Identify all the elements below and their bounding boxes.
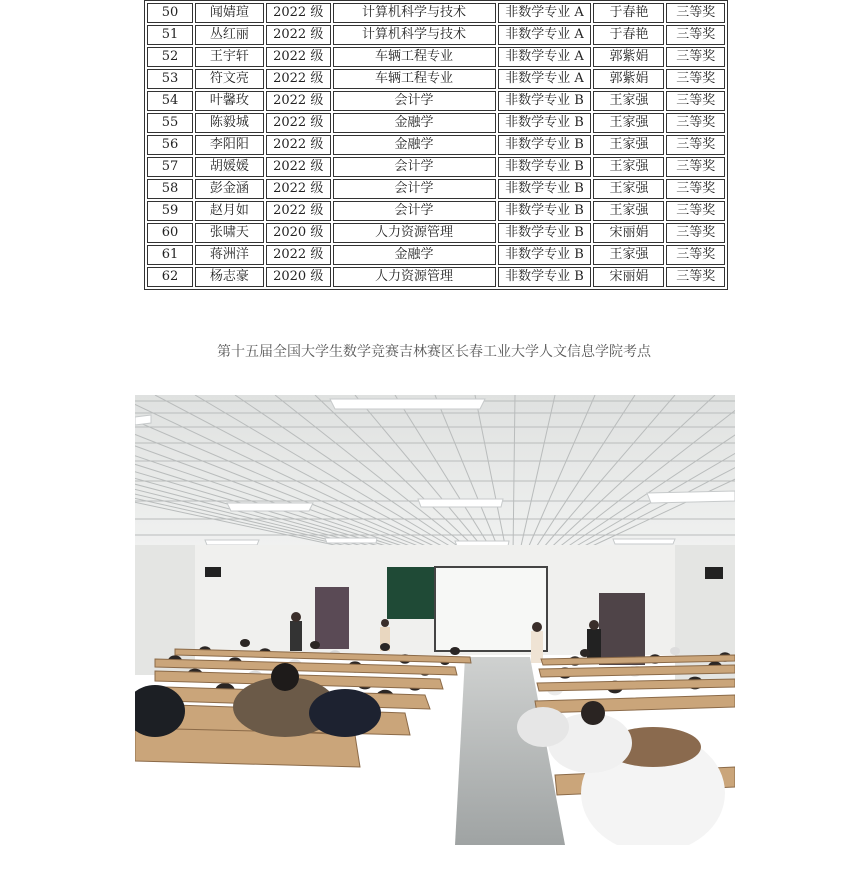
cell-grade: 2022 级 xyxy=(266,179,331,199)
cell-name: 陈毅城 xyxy=(195,113,264,133)
cell-category: 非数学专业 B xyxy=(498,113,592,133)
cell-name: 王宇轩 xyxy=(195,47,264,67)
cell-no: 62 xyxy=(147,267,193,287)
results-table-body xyxy=(147,3,725,287)
cell-major: 金融学 xyxy=(333,245,496,265)
cell-category: 非数学专业 A xyxy=(498,25,592,45)
cell-award: 三等奖 xyxy=(666,135,725,155)
cell-category: 非数学专业 A xyxy=(498,47,592,67)
cell-name: 杨志豪 xyxy=(195,267,264,287)
cell-major: 车辆工程专业 xyxy=(333,47,496,67)
cell-category: 非数学专业 B xyxy=(498,135,592,155)
cell-major: 车辆工程专业 xyxy=(333,69,496,89)
cell-major: 会计学 xyxy=(333,201,496,221)
cell-grade: 2022 级 xyxy=(266,69,331,89)
cell-category: 非数学专业 A xyxy=(498,3,592,23)
cell-advisor: 王家强 xyxy=(593,113,664,133)
cell-name: 闻婧瑄 xyxy=(195,3,264,23)
table-row xyxy=(147,91,725,111)
cell-advisor: 于春艳 xyxy=(593,3,664,23)
cell-award: 三等奖 xyxy=(666,47,725,67)
cell-advisor: 王家强 xyxy=(593,157,664,177)
cell-award: 三等奖 xyxy=(666,69,725,89)
cell-advisor: 宋丽娟 xyxy=(593,267,664,287)
cell-category: 非数学专业 B xyxy=(498,201,592,221)
table-row xyxy=(147,157,725,177)
table-row xyxy=(147,201,725,221)
cell-name: 赵月如 xyxy=(195,201,264,221)
cell-major: 金融学 xyxy=(333,113,496,133)
cell-major: 人力资源管理 xyxy=(333,223,496,243)
cell-advisor: 王家强 xyxy=(593,179,664,199)
cell-grade: 2022 级 xyxy=(266,91,331,111)
cell-no: 50 xyxy=(147,3,193,23)
table-row xyxy=(147,135,725,155)
cell-advisor: 王家强 xyxy=(593,245,664,265)
cell-grade: 2022 级 xyxy=(266,3,331,23)
table-row xyxy=(147,223,725,243)
cell-advisor: 郭紫娟 xyxy=(593,47,664,67)
cell-award: 三等奖 xyxy=(666,3,725,23)
cell-grade: 2022 级 xyxy=(266,135,331,155)
cell-no: 61 xyxy=(147,245,193,265)
cell-grade: 2022 级 xyxy=(266,47,331,67)
cell-category: 非数学专业 B xyxy=(498,245,592,265)
speaker-left xyxy=(205,567,221,577)
right-door xyxy=(599,593,645,665)
cell-category: 非数学专业 B xyxy=(498,223,592,243)
cell-no: 54 xyxy=(147,91,193,111)
cell-grade: 2022 级 xyxy=(266,201,331,221)
table-row xyxy=(147,245,725,265)
cell-grade: 2022 级 xyxy=(266,245,331,265)
cell-advisor: 郭紫娟 xyxy=(593,69,664,89)
cell-award: 三等奖 xyxy=(666,245,725,265)
cell-name: 符文亮 xyxy=(195,69,264,89)
cell-grade: 2020 级 xyxy=(266,223,331,243)
table-row xyxy=(147,25,725,45)
cell-category: 非数学专业 B xyxy=(498,91,592,111)
cell-name: 彭金涵 xyxy=(195,179,264,199)
cell-category: 非数学专业 A xyxy=(498,69,592,89)
cell-advisor: 宋丽娟 xyxy=(593,223,664,243)
cell-award: 三等奖 xyxy=(666,223,725,243)
cell-major: 计算机科学与技术 xyxy=(333,3,496,23)
cell-category: 非数学专业 B xyxy=(498,267,592,287)
cell-award: 三等奖 xyxy=(666,267,725,287)
cell-award: 三等奖 xyxy=(666,201,725,221)
cell-name: 叶馨玫 xyxy=(195,91,264,111)
cell-no: 51 xyxy=(147,25,193,45)
cell-name: 蒋洲洋 xyxy=(195,245,264,265)
cell-no: 59 xyxy=(147,201,193,221)
cell-no: 60 xyxy=(147,223,193,243)
cell-no: 55 xyxy=(147,113,193,133)
table-row xyxy=(147,113,725,133)
cell-advisor: 王家强 xyxy=(593,135,664,155)
blackboard xyxy=(387,567,437,619)
cell-award: 三等奖 xyxy=(666,179,725,199)
cell-advisor: 王家强 xyxy=(593,201,664,221)
cell-no: 53 xyxy=(147,69,193,89)
results-table xyxy=(144,0,728,290)
table-row xyxy=(147,3,725,23)
cell-major: 会计学 xyxy=(333,157,496,177)
results-table-container xyxy=(144,0,728,290)
photo-caption: 第十五届全国大学生数学竞赛吉林赛区长春工业大学人文信息学院考点 xyxy=(217,344,651,360)
cell-no: 56 xyxy=(147,135,193,155)
cell-major: 计算机科学与技术 xyxy=(333,25,496,45)
cell-no: 52 xyxy=(147,47,193,67)
cell-name: 胡媛媛 xyxy=(195,157,264,177)
table-row xyxy=(147,179,725,199)
cell-award: 三等奖 xyxy=(666,113,725,133)
cell-no: 58 xyxy=(147,179,193,199)
cell-award: 三等奖 xyxy=(666,91,725,111)
speaker-right xyxy=(705,567,723,579)
cell-grade: 2022 级 xyxy=(266,25,331,45)
cell-grade: 2020 级 xyxy=(266,267,331,287)
cell-no: 57 xyxy=(147,157,193,177)
cell-major: 会计学 xyxy=(333,91,496,111)
right-wall xyxy=(675,545,735,685)
cell-major: 金融学 xyxy=(333,135,496,155)
cell-grade: 2022 级 xyxy=(266,113,331,133)
table-row xyxy=(147,267,725,287)
cell-category: 非数学专业 B xyxy=(498,179,592,199)
cell-advisor: 于春艳 xyxy=(593,25,664,45)
left-door xyxy=(315,587,349,649)
projector-screen xyxy=(435,567,547,651)
table-row xyxy=(147,69,725,89)
cell-major: 人力资源管理 xyxy=(333,267,496,287)
cell-grade: 2022 级 xyxy=(266,157,331,177)
cell-major: 会计学 xyxy=(333,179,496,199)
cell-advisor: 王家强 xyxy=(593,91,664,111)
table-row xyxy=(147,47,725,67)
cell-name: 丛红丽 xyxy=(195,25,264,45)
cell-name: 李阳阳 xyxy=(195,135,264,155)
cell-award: 三等奖 xyxy=(666,25,725,45)
cell-award: 三等奖 xyxy=(666,157,725,177)
cell-category: 非数学专业 B xyxy=(498,157,592,177)
exam-room-photo xyxy=(135,395,735,845)
cell-name: 张啸天 xyxy=(195,223,264,243)
